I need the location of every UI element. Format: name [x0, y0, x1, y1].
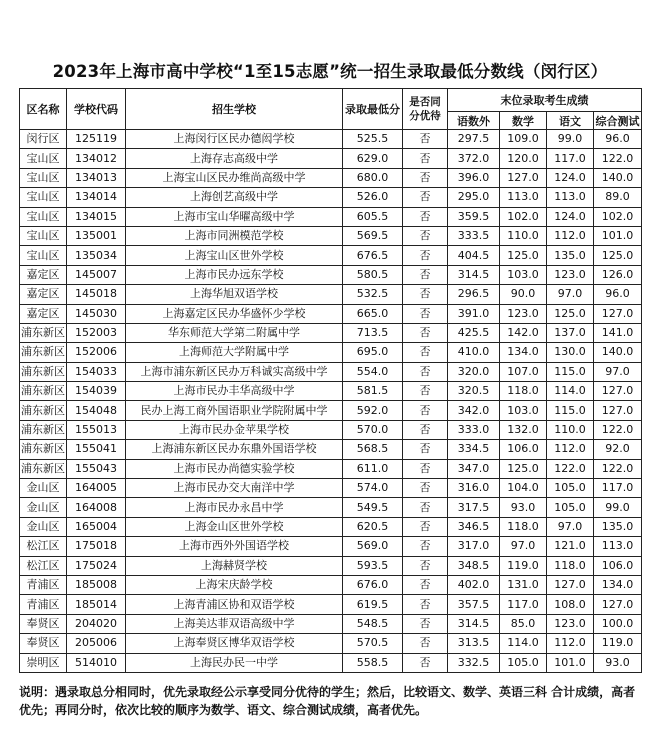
cell-math: 118.0	[500, 382, 547, 401]
table-row	[20, 537, 642, 556]
cell-min-score: 532.5	[343, 285, 403, 304]
cell-same-score-priority: 否	[403, 440, 448, 459]
table-row	[20, 168, 642, 187]
table-row	[20, 517, 642, 536]
cell-school-name: 上海奉贤区博华双语学校	[126, 634, 343, 653]
cell-school-name: 上海市西外外国语学校	[126, 537, 343, 556]
cell-comprehensive: 141.0	[594, 323, 642, 342]
table-row	[20, 498, 642, 517]
cell-school-name: 上海赫贤学校	[126, 556, 343, 575]
cell-district: 宝山区	[20, 246, 67, 265]
cell-chinese-math-english: 404.5	[448, 246, 500, 265]
cell-min-score: 680.0	[343, 168, 403, 187]
cell-school-name: 上海市浦东新区民办万科诚实高级中学	[126, 362, 343, 381]
cell-school-name: 上海华旭双语学校	[126, 285, 343, 304]
cell-school-code: 135034	[67, 246, 126, 265]
cell-math: 103.0	[500, 401, 547, 420]
cell-school-code: 152003	[67, 323, 126, 342]
cell-district: 金山区	[20, 479, 67, 498]
cell-district: 宝山区	[20, 226, 67, 245]
cell-math: 132.0	[500, 420, 547, 439]
cell-chinese: 122.0	[547, 459, 594, 478]
cell-chinese: 108.0	[547, 595, 594, 614]
cell-chinese: 115.0	[547, 401, 594, 420]
cell-school-name: 上海市民办金苹果学校	[126, 420, 343, 439]
cell-chinese: 112.0	[547, 440, 594, 459]
cell-chinese: 97.0	[547, 285, 594, 304]
cell-same-score-priority: 否	[403, 130, 448, 149]
cell-school-code: 134012	[67, 149, 126, 168]
cell-math: 106.0	[500, 440, 547, 459]
cell-school-code: 134013	[67, 168, 126, 187]
cell-math: 117.0	[500, 595, 547, 614]
cell-school-name: 上海美达菲双语高级中学	[126, 614, 343, 633]
cell-same-score-priority: 否	[403, 517, 448, 536]
header-chinese: 语文	[547, 112, 594, 130]
cell-same-score-priority: 否	[403, 479, 448, 498]
cell-school-name: 上海浦东新区民办东鼎外国语学校	[126, 440, 343, 459]
cell-district: 浦东新区	[20, 401, 67, 420]
cell-school-name: 上海市同洲模范学校	[126, 226, 343, 245]
cell-district: 嘉定区	[20, 285, 67, 304]
header-comprehensive: 综合测试	[594, 112, 642, 130]
cell-district: 浦东新区	[20, 440, 67, 459]
footnote: 说明：遇录取总分相同时，优先录取经公示享受同分优待的学生；然后，比较语文、数学、英语三科 合计成绩，高者优先；再同分时，依次比较的顺序为数学、语文、综合测试成绩，高者优先。	[19, 685, 636, 717]
cell-school-code: 185014	[67, 595, 126, 614]
cell-chinese: 130.0	[547, 343, 594, 362]
table-row	[20, 362, 642, 381]
cell-math: 110.0	[500, 226, 547, 245]
cell-school-name: 上海嘉定区民办华盛怀少学校	[126, 304, 343, 323]
header-chinese-math-english: 语数外	[448, 112, 500, 130]
cell-chinese: 115.0	[547, 362, 594, 381]
cell-min-score: 713.5	[343, 323, 403, 342]
cell-school-code: 155041	[67, 440, 126, 459]
cell-min-score: 525.5	[343, 130, 403, 149]
cell-comprehensive: 96.0	[594, 130, 642, 149]
cell-chinese: 110.0	[547, 420, 594, 439]
cell-school-name: 上海师范大学附属中学	[126, 343, 343, 362]
cell-min-score: 570.5	[343, 634, 403, 653]
cell-math: 127.0	[500, 168, 547, 187]
header-last-admitted-scores: 末位录取考生成绩	[448, 89, 642, 112]
cell-same-score-priority: 否	[403, 285, 448, 304]
cell-chinese: 137.0	[547, 323, 594, 342]
cell-district: 浦东新区	[20, 382, 67, 401]
cell-same-score-priority: 否	[403, 498, 448, 517]
cell-min-score: 676.5	[343, 246, 403, 265]
cell-min-score: 526.0	[343, 188, 403, 207]
cell-school-code: 125119	[67, 130, 126, 149]
header-same-score-priority	[403, 89, 448, 130]
header-school-code: 学校代码	[67, 89, 126, 130]
cell-min-score: 569.0	[343, 537, 403, 556]
cell-school-code: 154048	[67, 401, 126, 420]
cell-school-name: 上海存志高级中学	[126, 149, 343, 168]
cell-min-score: 570.0	[343, 420, 403, 439]
cell-district: 闵行区	[20, 130, 67, 149]
cell-school-code: 165004	[67, 517, 126, 536]
cell-comprehensive: 135.0	[594, 517, 642, 536]
cell-chinese: 97.0	[547, 517, 594, 536]
cell-chinese-math-english: 295.0	[448, 188, 500, 207]
cell-same-score-priority: 否	[403, 226, 448, 245]
table-row	[20, 382, 642, 401]
cell-school-code: 164008	[67, 498, 126, 517]
cell-math: 119.0	[500, 556, 547, 575]
cell-same-score-priority: 否	[403, 634, 448, 653]
cell-comprehensive: 125.0	[594, 246, 642, 265]
table-body	[20, 130, 642, 673]
cell-math: 97.0	[500, 537, 547, 556]
cell-district: 崇明区	[20, 653, 67, 672]
cell-comprehensive: 134.0	[594, 575, 642, 594]
table-row	[20, 343, 642, 362]
cell-math: 104.0	[500, 479, 547, 498]
cell-chinese-math-english: 346.5	[448, 517, 500, 536]
cell-same-score-priority: 否	[403, 265, 448, 284]
cell-district: 浦东新区	[20, 459, 67, 478]
cell-min-score: 629.0	[343, 149, 403, 168]
cell-min-score: 558.5	[343, 653, 403, 672]
cell-chinese-math-english: 320.5	[448, 382, 500, 401]
cell-chinese: 135.0	[547, 246, 594, 265]
cell-comprehensive: 100.0	[594, 614, 642, 633]
cell-chinese-math-english: 313.5	[448, 634, 500, 653]
cell-school-code: 152006	[67, 343, 126, 362]
table-row	[20, 304, 642, 323]
cell-same-score-priority: 否	[403, 575, 448, 594]
cell-same-score-priority: 否	[403, 343, 448, 362]
cell-school-name: 上海民办民一中学	[126, 653, 343, 672]
cell-chinese: 112.0	[547, 226, 594, 245]
cell-district: 金山区	[20, 517, 67, 536]
cell-school-code: 185008	[67, 575, 126, 594]
cell-math: 103.0	[500, 265, 547, 284]
cell-same-score-priority: 否	[403, 653, 448, 672]
table-row	[20, 575, 642, 594]
cell-school-code: 145030	[67, 304, 126, 323]
cell-chinese-math-english: 334.5	[448, 440, 500, 459]
cell-min-score: 580.5	[343, 265, 403, 284]
cell-chinese-math-english: 359.5	[448, 207, 500, 226]
cell-school-name: 上海宝山区民办维尚高级中学	[126, 168, 343, 187]
table-row	[20, 401, 642, 420]
cell-same-score-priority: 否	[403, 420, 448, 439]
cell-district: 浦东新区	[20, 420, 67, 439]
cell-school-code: 154039	[67, 382, 126, 401]
cell-math: 113.0	[500, 188, 547, 207]
cell-math: 118.0	[500, 517, 547, 536]
cell-min-score: 569.5	[343, 226, 403, 245]
cell-chinese: 105.0	[547, 498, 594, 517]
cell-same-score-priority: 否	[403, 382, 448, 401]
cell-district: 浦东新区	[20, 323, 67, 342]
page-title: 2023年上海市高中学校“1至15志愿”统一招生录取最低分数线（闵行区）	[52, 62, 608, 81]
table-row	[20, 130, 642, 149]
cell-school-name: 华东师范大学第二附属中学	[126, 323, 343, 342]
cell-chinese-math-english: 333.5	[448, 226, 500, 245]
cell-chinese: 125.0	[547, 304, 594, 323]
table-row	[20, 556, 642, 575]
header-district: 区名称	[20, 89, 67, 130]
table-row	[20, 634, 642, 653]
cell-chinese: 124.0	[547, 207, 594, 226]
cell-min-score: 581.5	[343, 382, 403, 401]
cell-math: 105.0	[500, 653, 547, 672]
cell-same-score-priority: 否	[403, 304, 448, 323]
cell-district: 浦东新区	[20, 343, 67, 362]
cell-math: 85.0	[500, 614, 547, 633]
cell-chinese: 118.0	[547, 556, 594, 575]
cell-math: 131.0	[500, 575, 547, 594]
cell-chinese-math-english: 396.0	[448, 168, 500, 187]
cell-math: 123.0	[500, 304, 547, 323]
cell-chinese: 123.0	[547, 265, 594, 284]
cell-math: 93.0	[500, 498, 547, 517]
cell-school-name: 上海金山区世外学校	[126, 517, 343, 536]
cell-math: 102.0	[500, 207, 547, 226]
cell-math: 114.0	[500, 634, 547, 653]
cell-school-code: 175018	[67, 537, 126, 556]
cell-chinese-math-english: 425.5	[448, 323, 500, 342]
cell-same-score-priority: 否	[403, 401, 448, 420]
cell-district: 奉贤区	[20, 614, 67, 633]
cell-min-score: 619.5	[343, 595, 403, 614]
cell-min-score: 665.0	[343, 304, 403, 323]
cell-chinese-math-english: 317.0	[448, 537, 500, 556]
cell-school-code: 205006	[67, 634, 126, 653]
table-row	[20, 285, 642, 304]
cell-chinese: 127.0	[547, 575, 594, 594]
cell-school-name: 上海市民办交大南洋中学	[126, 479, 343, 498]
cell-chinese-math-english: 296.5	[448, 285, 500, 304]
cell-chinese: 114.0	[547, 382, 594, 401]
cell-math: 134.0	[500, 343, 547, 362]
cell-school-code: 155013	[67, 420, 126, 439]
cell-comprehensive: 127.0	[594, 401, 642, 420]
cell-same-score-priority: 否	[403, 149, 448, 168]
cell-school-code: 135001	[67, 226, 126, 245]
cell-school-name: 上海创艺高级中学	[126, 188, 343, 207]
cell-chinese-math-english: 348.5	[448, 556, 500, 575]
cell-chinese-math-english: 402.0	[448, 575, 500, 594]
cell-chinese-math-english: 347.0	[448, 459, 500, 478]
cell-math: 125.0	[500, 459, 547, 478]
cell-district: 浦东新区	[20, 362, 67, 381]
cell-chinese: 121.0	[547, 537, 594, 556]
header-same-score-priority-line2: 分优待	[409, 110, 441, 122]
table-row	[20, 595, 642, 614]
cell-same-score-priority: 否	[403, 207, 448, 226]
cell-chinese-math-english: 391.0	[448, 304, 500, 323]
cell-chinese-math-english: 317.5	[448, 498, 500, 517]
table-row	[20, 323, 642, 342]
cell-comprehensive: 106.0	[594, 556, 642, 575]
cell-district: 嘉定区	[20, 304, 67, 323]
cell-school-code: 204020	[67, 614, 126, 633]
cell-comprehensive: 92.0	[594, 440, 642, 459]
table-row	[20, 188, 642, 207]
cell-comprehensive: 93.0	[594, 653, 642, 672]
table-row	[20, 459, 642, 478]
cell-school-code: 514010	[67, 653, 126, 672]
cell-math: 107.0	[500, 362, 547, 381]
cell-school-code: 155043	[67, 459, 126, 478]
cell-min-score: 568.5	[343, 440, 403, 459]
cell-school-code: 175024	[67, 556, 126, 575]
cell-comprehensive: 96.0	[594, 285, 642, 304]
cell-school-name: 上海宋庆龄学校	[126, 575, 343, 594]
cell-comprehensive: 140.0	[594, 343, 642, 362]
cell-comprehensive: 122.0	[594, 420, 642, 439]
cell-chinese-math-english: 332.5	[448, 653, 500, 672]
cell-district: 宝山区	[20, 188, 67, 207]
cell-min-score: 549.5	[343, 498, 403, 517]
cell-school-name: 上海闵行区民办德闳学校	[126, 130, 343, 149]
table-row	[20, 246, 642, 265]
cell-same-score-priority: 否	[403, 556, 448, 575]
cell-math: 125.0	[500, 246, 547, 265]
cell-same-score-priority: 否	[403, 246, 448, 265]
cell-chinese: 113.0	[547, 188, 594, 207]
cell-school-name: 民办上海工商外国语职业学院附属中学	[126, 401, 343, 420]
table-row	[20, 479, 642, 498]
cell-chinese: 124.0	[547, 168, 594, 187]
table-row	[20, 440, 642, 459]
cell-chinese: 105.0	[547, 479, 594, 498]
cell-comprehensive: 127.0	[594, 382, 642, 401]
cell-district: 青浦区	[20, 595, 67, 614]
cell-min-score: 593.5	[343, 556, 403, 575]
cell-district: 青浦区	[20, 575, 67, 594]
cell-chinese: 112.0	[547, 634, 594, 653]
cell-chinese-math-english: 316.0	[448, 479, 500, 498]
cell-chinese-math-english: 314.5	[448, 265, 500, 284]
cell-school-name: 上海市民办尚德实验学校	[126, 459, 343, 478]
cell-math: 90.0	[500, 285, 547, 304]
cell-chinese: 123.0	[547, 614, 594, 633]
cell-school-name: 上海宝山区世外学校	[126, 246, 343, 265]
cell-district: 宝山区	[20, 168, 67, 187]
cell-school-code: 145007	[67, 265, 126, 284]
cell-comprehensive: 126.0	[594, 265, 642, 284]
cell-comprehensive: 97.0	[594, 362, 642, 381]
cell-chinese-math-english: 410.0	[448, 343, 500, 362]
cell-district: 金山区	[20, 498, 67, 517]
cell-min-score: 620.5	[343, 517, 403, 536]
cell-district: 嘉定区	[20, 265, 67, 284]
cell-chinese: 117.0	[547, 149, 594, 168]
cell-chinese-math-english: 320.0	[448, 362, 500, 381]
cell-school-code: 154033	[67, 362, 126, 381]
cell-chinese-math-english: 342.0	[448, 401, 500, 420]
table-row	[20, 226, 642, 245]
cell-district: 宝山区	[20, 149, 67, 168]
cell-chinese-math-english: 314.5	[448, 614, 500, 633]
cell-math: 142.0	[500, 323, 547, 342]
cell-math: 120.0	[500, 149, 547, 168]
cell-comprehensive: 117.0	[594, 479, 642, 498]
cell-school-name: 上海市民办永昌中学	[126, 498, 343, 517]
cell-school-name: 上海市民办丰华高级中学	[126, 382, 343, 401]
table-row	[20, 420, 642, 439]
cell-school-code: 134015	[67, 207, 126, 226]
cell-comprehensive: 127.0	[594, 304, 642, 323]
cell-comprehensive: 99.0	[594, 498, 642, 517]
cell-same-score-priority: 否	[403, 614, 448, 633]
header-same-score-priority-line1: 是否同	[409, 96, 441, 108]
cell-math: 109.0	[500, 130, 547, 149]
cell-comprehensive: 89.0	[594, 188, 642, 207]
cell-min-score: 605.5	[343, 207, 403, 226]
cell-same-score-priority: 否	[403, 188, 448, 207]
cell-chinese-math-english: 372.0	[448, 149, 500, 168]
cell-school-name: 上海市民办远东学校	[126, 265, 343, 284]
table-row	[20, 653, 642, 672]
cell-comprehensive: 122.0	[594, 149, 642, 168]
cell-min-score: 554.0	[343, 362, 403, 381]
cell-district: 奉贤区	[20, 634, 67, 653]
cell-same-score-priority: 否	[403, 323, 448, 342]
cell-district: 松江区	[20, 537, 67, 556]
cell-school-code: 134014	[67, 188, 126, 207]
cell-district: 宝山区	[20, 207, 67, 226]
cell-chinese-math-english: 297.5	[448, 130, 500, 149]
cell-same-score-priority: 否	[403, 459, 448, 478]
cell-comprehensive: 113.0	[594, 537, 642, 556]
cell-comprehensive: 140.0	[594, 168, 642, 187]
cell-comprehensive: 101.0	[594, 226, 642, 245]
cell-min-score: 574.0	[343, 479, 403, 498]
cell-same-score-priority: 否	[403, 537, 448, 556]
cell-chinese-math-english: 333.0	[448, 420, 500, 439]
cell-same-score-priority: 否	[403, 168, 448, 187]
cell-chinese-math-english: 357.5	[448, 595, 500, 614]
cell-comprehensive: 122.0	[594, 459, 642, 478]
cell-min-score: 548.5	[343, 614, 403, 633]
cell-min-score: 611.0	[343, 459, 403, 478]
header-school: 招生学校	[126, 89, 343, 130]
cell-chinese: 99.0	[547, 130, 594, 149]
cell-school-code: 164005	[67, 479, 126, 498]
table-row	[20, 207, 642, 226]
table-row	[20, 149, 642, 168]
admission-score-table	[19, 88, 642, 673]
cell-school-code: 145018	[67, 285, 126, 304]
table-row	[20, 614, 642, 633]
cell-min-score: 695.0	[343, 343, 403, 362]
header-math: 数学	[500, 112, 547, 130]
cell-school-name: 上海市宝山华曜高级中学	[126, 207, 343, 226]
cell-comprehensive: 127.0	[594, 595, 642, 614]
cell-comprehensive: 119.0	[594, 634, 642, 653]
cell-min-score: 592.0	[343, 401, 403, 420]
cell-min-score: 676.0	[343, 575, 403, 594]
cell-school-name: 上海青浦区协和双语学校	[126, 595, 343, 614]
cell-district: 松江区	[20, 556, 67, 575]
cell-same-score-priority: 否	[403, 362, 448, 381]
cell-same-score-priority: 否	[403, 595, 448, 614]
cell-comprehensive: 102.0	[594, 207, 642, 226]
cell-chinese: 101.0	[547, 653, 594, 672]
header-min-score: 录取最低分	[343, 89, 403, 130]
table-row	[20, 265, 642, 284]
